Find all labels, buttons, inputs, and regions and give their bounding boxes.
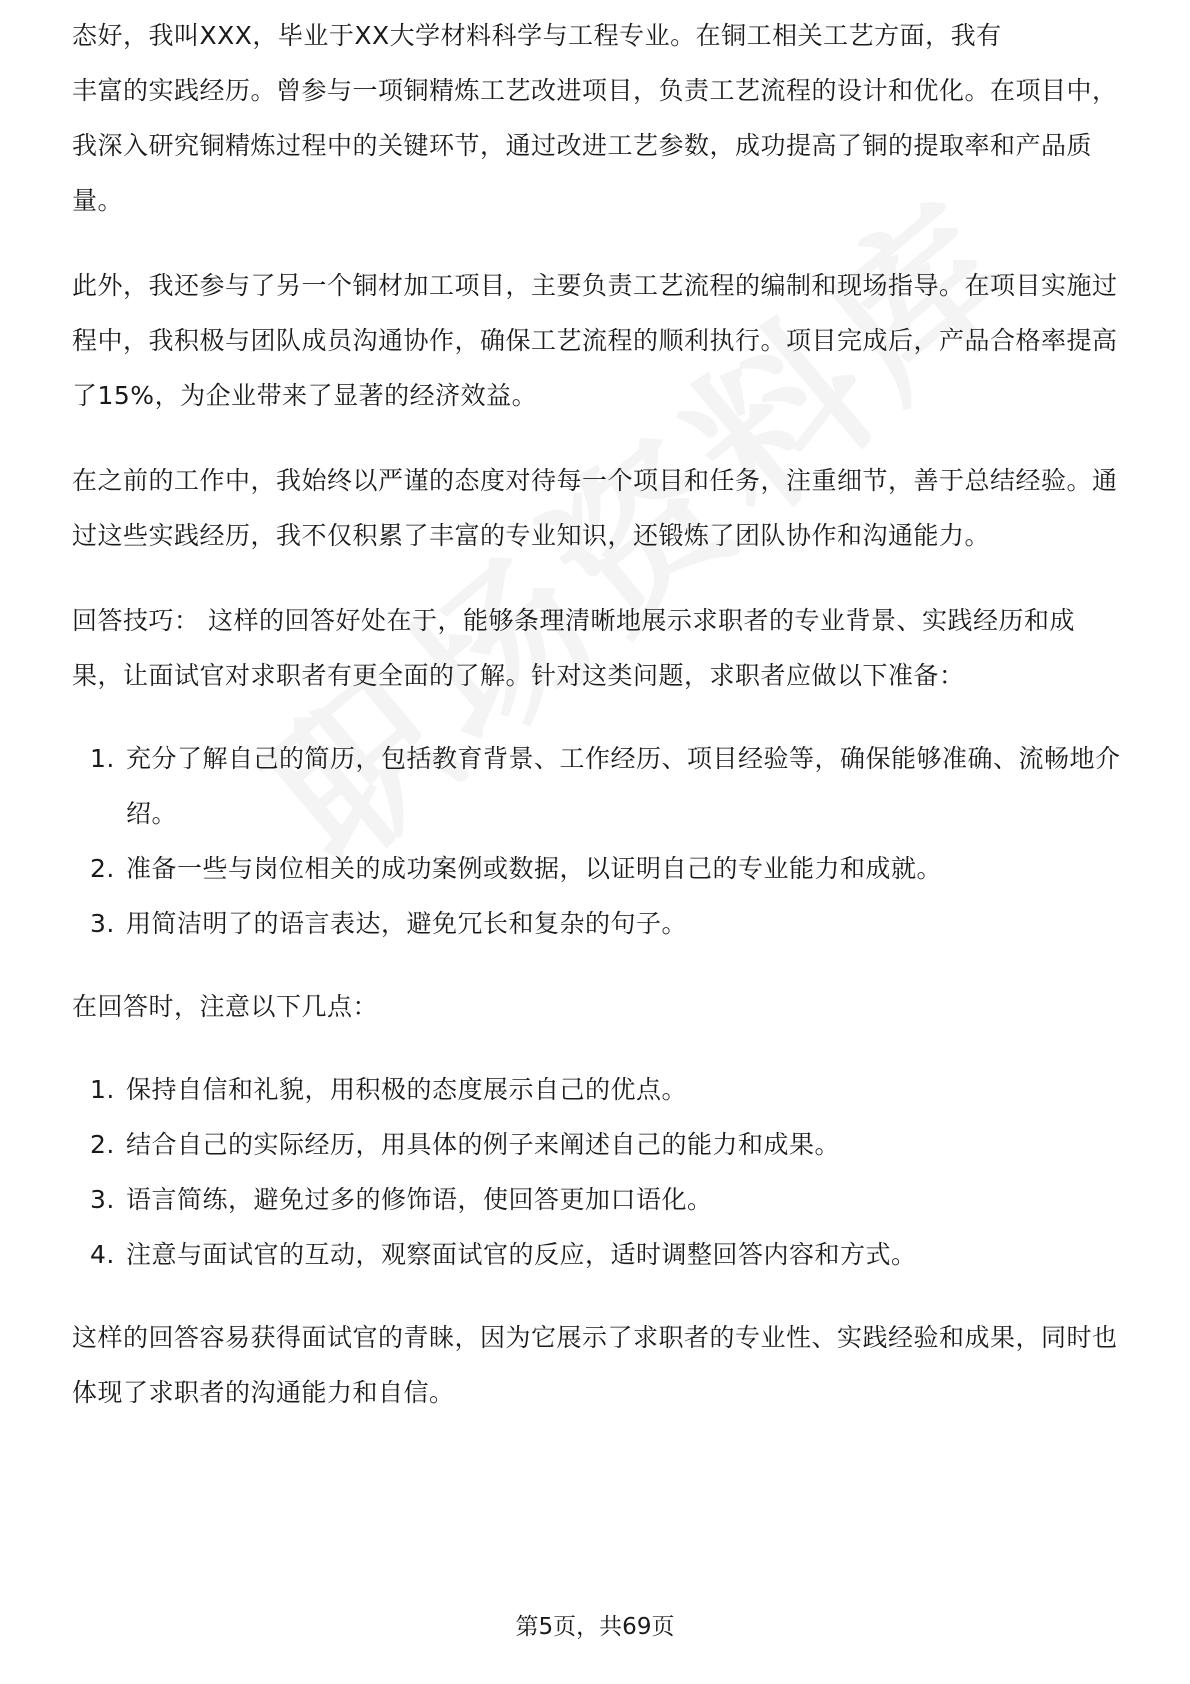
list-text: 注意与面试官的互动，观察面试官的反应，适时调整回答内容和方式。 (126, 1240, 917, 1269)
document-body (72, 21, 1122, 1450)
list-text: 保持自信和礼貌，用积极的态度展示自己的优点。 (126, 1075, 688, 1104)
paragraph-intro-line1: 态好，我叫XXX，毕业于XX大学材料科学与工程专业。在铜工相关工艺方面，我有 (72, 21, 1002, 50)
paragraph-intro (72, 8, 1122, 228)
list-text: 用简洁明了的语言表达，避免冗长和复杂的句子。 (126, 909, 688, 938)
paragraph-project: 此外，我还参与了另一个铜材加工项目，主要负责工艺流程的编制和现场指导。在项目实施过程中，我积极与团队成员沟通协作，确保工艺流程的顺利执行。项目完成后，产品合格率提高了15%，为企业带来了显著的经济效益。 (72, 271, 1118, 410)
paragraph-experience: 在之前的工作中，我始终以严谨的态度对待每一个项目和任务，注重细节，善于总结经验。通过这些实践经历，我不仅积累了丰富的专业知识，还锻炼了团队协作和沟通能力。 (72, 466, 1118, 550)
paragraph-closing: 这样的回答容易获得面试官的青睐，因为它展示了求职者的专业性、实践经验和成果，同时也体现了求职者的沟通能力和自信。 (72, 1323, 1118, 1407)
list-number: 4. (90, 1240, 115, 1269)
list-number: 1. (90, 744, 115, 773)
paragraph-tips: 回答技巧： 这样的回答好处在于，能够条理清晰地展示求职者的专业背景、实践经历和成果，让面试官对求职者有更全面的了解。针对这类问题，求职者应做以下准备： (72, 606, 1075, 690)
list-item (72, 1062, 1122, 1117)
paragraph-intro-rest: 丰富的实践经历。曾参与一项铜精炼工艺改进项目，负责工艺流程的设计和优化。在项目中，我深入研究铜精炼过程中的关键环节，通过改进工艺参数，成功提高了铜的提取率和产品质量。 (72, 76, 1118, 215)
paragraph-attention-intro: 在回答时，注意以下几点： (72, 992, 379, 1021)
page-number: 第5页，共69页 (515, 1614, 675, 1640)
list-item (72, 841, 1122, 896)
list-item (72, 1227, 1122, 1282)
list-number: 3. (90, 909, 115, 938)
list-item (72, 1172, 1122, 1227)
list-text: 语言简练，避免过多的修饰语，使回答更加口语化。 (126, 1185, 713, 1214)
list-number: 2. (90, 1130, 115, 1159)
list-number: 2. (90, 854, 115, 883)
list-number: 1. (90, 1075, 115, 1104)
list-item (72, 1117, 1122, 1172)
list-text: 充分了解自己的简历，包括教育背景、工作经历、项目经验等，确保能够准确、流畅地介绍。 (126, 744, 1121, 828)
list-item (72, 896, 1122, 951)
preparation-list (72, 731, 1122, 951)
attention-list (72, 1062, 1122, 1282)
list-text: 准备一些与岗位相关的成功案例或数据，以证明自己的专业能力和成就。 (126, 854, 943, 883)
list-text: 结合自己的实际经历，用具体的例子来阐述自己的能力和成果。 (126, 1130, 841, 1159)
list-number: 3. (90, 1185, 115, 1214)
list-item (72, 731, 1122, 841)
